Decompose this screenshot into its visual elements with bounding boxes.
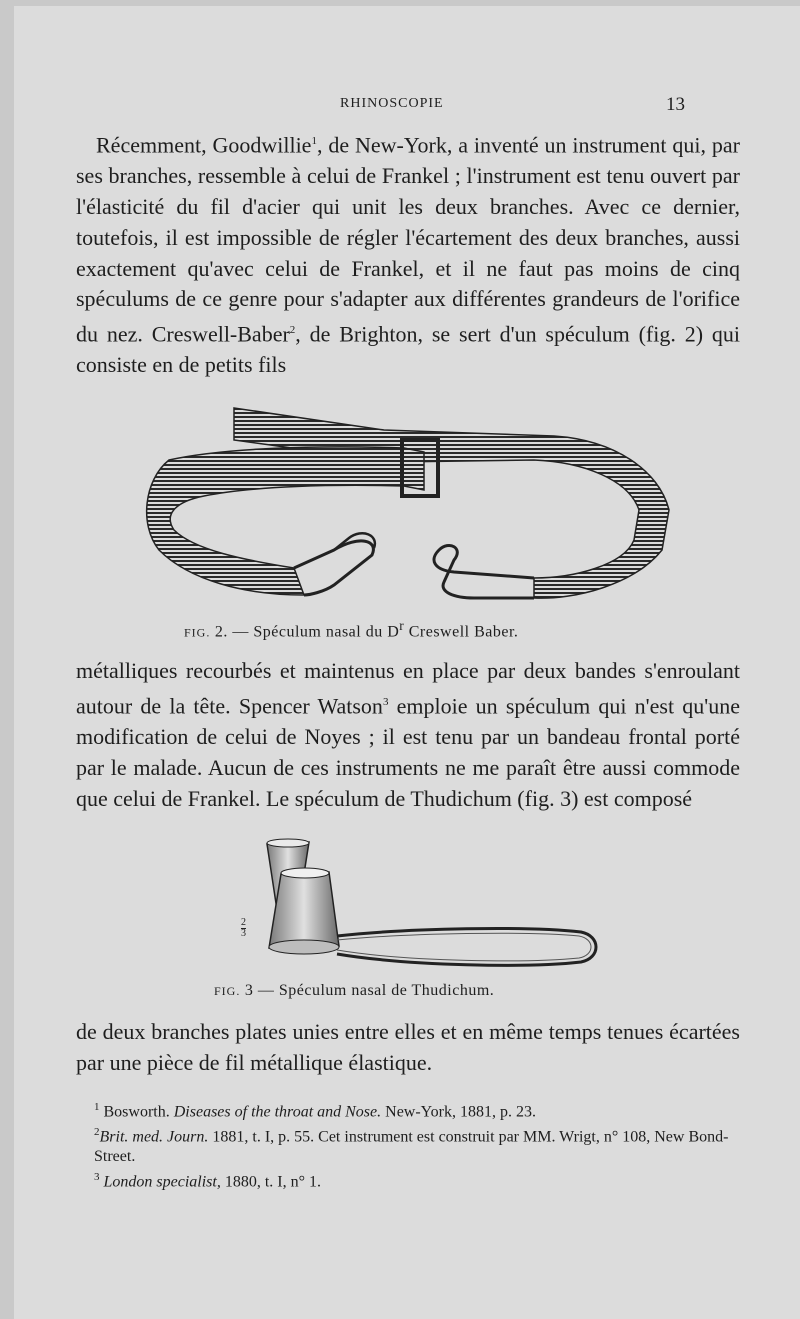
figure-3-number: 3 <box>244 982 254 999</box>
figure-3-caption <box>214 982 494 1000</box>
footnote-ref-2: 2 <box>289 324 296 337</box>
footnote-ref-3: 3 <box>382 695 389 708</box>
paragraph-1-text-b: , de New-York, a inventé un instrument qui, par ses branches, ressemble à celui de Frankel ; l'instrument est tenu ouvert par l'élasticité du fil d'acier qui unit les deux branches. Avec ce dernier, toutefois, il est impossible de régler l'écartement des deux branches, aussi exactement qu'avec celui de Frankel, et il ne faut pas moins de cinq spéculums de ce genre pour s'adapter aux différentes grandeurs de l'orifice du nez. Creswell-Baber <box>76 132 741 347</box>
footnote-text: New-York, 1881, p. 23. <box>381 1103 536 1121</box>
running-title: RHINOSCOPIE <box>340 96 444 111</box>
figure-2-caption-text-b: Creswell Baber. <box>404 623 519 641</box>
footnote-title: Diseases of the throat and Nose. <box>173 1103 382 1121</box>
figure-2-caption-sup: r <box>399 618 405 633</box>
figure-2-caption-text-a: — Spéculum nasal du D <box>227 623 400 641</box>
footnote-1 <box>94 1098 744 1121</box>
paragraph-3: de deux branches plates unies entre elles et en même temps tenues écartées par une pièce de fil métallique élastique. <box>76 1019 740 1075</box>
book-page <box>14 6 800 1319</box>
figure-2-caption <box>184 618 518 641</box>
footnote-title: London specialist, <box>103 1172 221 1190</box>
footnote-title: Brit. med. Journ. <box>99 1128 209 1146</box>
footnote-mark: 1 <box>94 1101 100 1113</box>
figure-2-illustration <box>134 400 679 620</box>
footnote-text: 1881, t. I, p. 55. Cet instrument est construit par MM. Wrigt, n° 108, New Bond-Street. <box>94 1128 729 1165</box>
scale-fraction <box>241 918 246 939</box>
footnote-text: Bosworth. <box>99 1103 174 1121</box>
figure-3-illustration <box>229 836 604 976</box>
paragraph-1 <box>76 126 740 381</box>
page-header <box>14 94 800 118</box>
paragraph-2-text-b: emploie un spéculum qui n'est qu'une modification de celui de Noyes ; il est tenu par un bandeau frontal porté par le malade. Aucun de ces instruments ne me paraît être aussi commode que celui de Frankel. Le spéculum de Thudichum (fig. 3) est composé <box>76 693 740 811</box>
footnote-mark: 2 <box>94 1126 100 1139</box>
figure-2-number: 2. <box>214 623 228 641</box>
scale-numerator: 2 <box>241 917 246 928</box>
figure-2-label: FIG. <box>184 625 211 640</box>
footnotes <box>94 1098 744 1193</box>
figure-3-caption-text: — Spéculum nasal de Thudichum. <box>253 982 495 999</box>
footnote-2 <box>94 1123 744 1165</box>
figure-3-label: FIG. <box>214 984 241 998</box>
paragraph-1-text-a: Récemment, Goodwillie <box>96 132 312 158</box>
page-number: 13 <box>666 94 685 115</box>
footnote-mark: 3 <box>94 1170 100 1183</box>
paragraph-2 <box>76 656 740 814</box>
footnote-3 <box>94 1168 744 1191</box>
paragraph-2-text-a: métalliques recourbés et maintenus en place par deux bandes s'enroulant autour de la tête. Spencer Watson <box>76 658 740 719</box>
scale-denominator: 3 <box>241 928 246 939</box>
footnote-text: 1880, t. I, n° 1. <box>220 1172 322 1190</box>
paragraph-1-text-c: , de Brighton, se sert d'un spéculum (fig. 2) qui consiste en de petits fils <box>76 321 741 378</box>
footnote-ref-1: 1 <box>311 135 317 147</box>
